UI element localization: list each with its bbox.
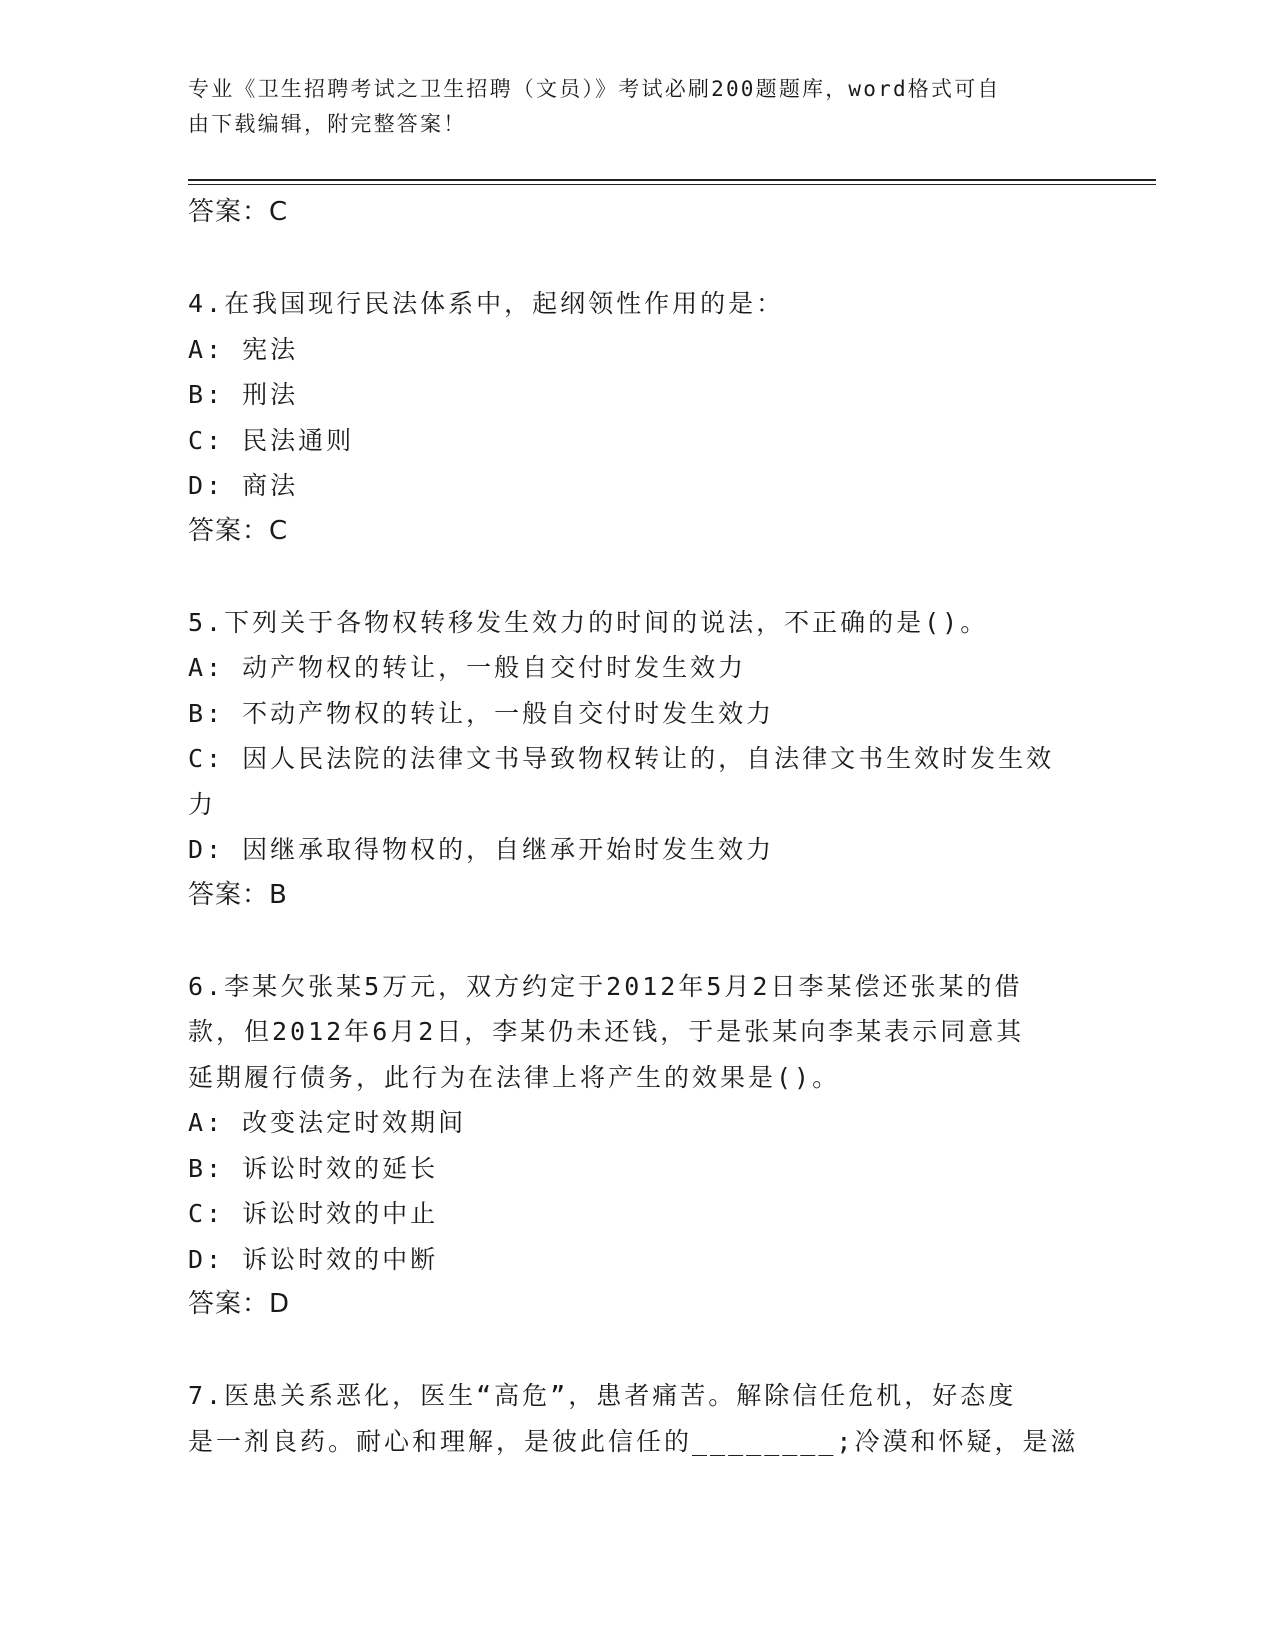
spacer — [188, 236, 1088, 282]
question-6-option-c: C: 诉讼时效的中止 — [188, 1199, 439, 1228]
question-6-option-d: D: 诉讼时效的中断 — [188, 1244, 439, 1274]
header-line-1: 专业《卫生招聘考试之卫生招聘（文员）》考试必刷200题题库，word格式可自 — [188, 77, 1001, 101]
question-4-option-d: D: 商法 — [188, 471, 299, 500]
question-6-option-b: B: 诉讼时效的延长 — [188, 1153, 439, 1183]
answer-q5: 答案：B — [188, 879, 288, 910]
question-5 — [188, 600, 1088, 919]
question-6 — [188, 964, 1088, 1328]
question-5-option-c-line-1: C: 因人民法院的法律文书导致物权转让的，自法律文书生效时发生效 — [188, 744, 1055, 773]
answer-q3: 答案：C — [188, 197, 289, 227]
spacer — [188, 554, 1088, 600]
spacer — [188, 918, 1088, 964]
question-6-option-a: A: 改变法定时效期间 — [188, 1108, 467, 1137]
question-7-stem-line-2: 是一剂良药。耐心和理解，是彼此信任的________;冷漠和怀疑，是滋 — [188, 1426, 1079, 1456]
question-7-stem-line-1: 7.医患关系恶化，医生“高危”，患者痛苦。解除信任危机，好态度 — [188, 1381, 1017, 1410]
question-5-option-d: D: 因继承取得物权的，自继承开始时发生效力 — [188, 835, 775, 864]
question-6-stem-line-1: 6.李某欠张某5万元，双方约定于2012年5月2日李某偿还张某的借 — [188, 971, 1023, 1001]
question-7 — [188, 1373, 1088, 1464]
header-divider-thick — [188, 179, 1156, 181]
page-header — [188, 72, 1088, 142]
question-5-option-c-line-2: 力 — [188, 789, 217, 819]
question-6-stem-line-2: 款，但2012年6月2日，李某仍未还钱，于是张某向李某表示同意其 — [188, 1017, 1025, 1046]
question-5-option-a: A: 动产物权的转让，一般自交付时发生效力 — [188, 653, 747, 682]
spacer — [188, 1328, 1088, 1374]
question-4-stem: 4.在我国现行民法体系中，起纲领性作用的是： — [188, 289, 785, 318]
answer-q6: 答案：D — [188, 1289, 291, 1319]
question-5-stem: 5.下列关于各物权转移发生效力的时间的说法，不正确的是()。 — [188, 607, 989, 637]
question-list — [188, 190, 1088, 1464]
question-4 — [188, 281, 1088, 554]
header-divider-thin — [188, 184, 1156, 185]
question-4-option-b: B: 刑法 — [188, 380, 299, 409]
header-line-2: 由下载编辑，附完整答案！ — [188, 112, 467, 136]
question-5-option-b: B: 不动产物权的转让，一般自交付时发生效力 — [188, 698, 775, 728]
question-6-stem-line-3: 延期履行债务，此行为在法律上将产生的效果是()。 — [188, 1062, 841, 1092]
question-4-option-c: C: 民法通则 — [188, 425, 355, 455]
question-4-option-a: A: 宪法 — [188, 334, 299, 364]
answer-q4: 答案：C — [188, 515, 289, 546]
